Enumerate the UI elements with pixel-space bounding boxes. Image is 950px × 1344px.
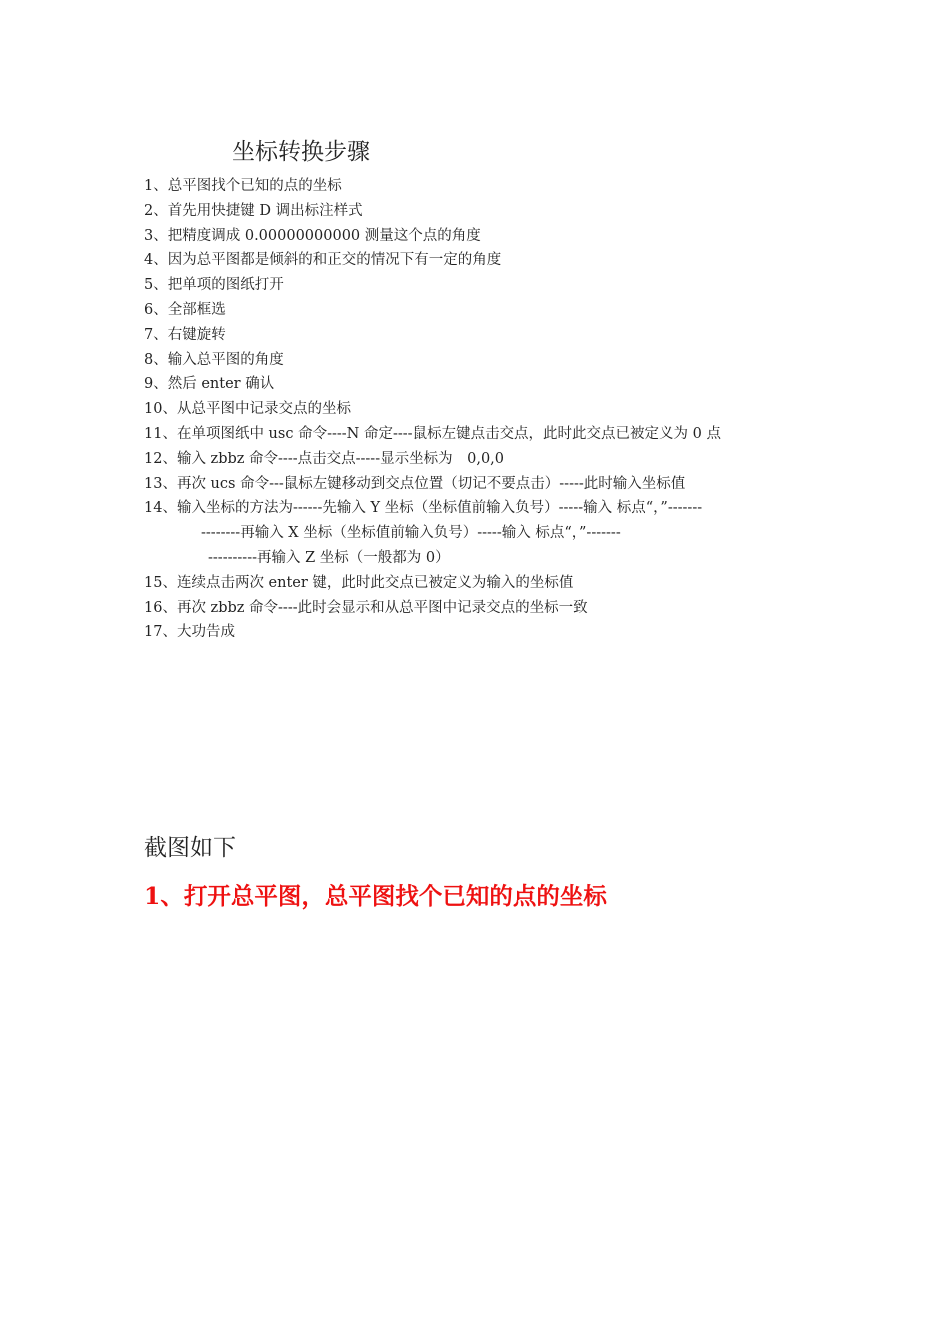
step-separator: 、 bbox=[162, 425, 177, 442]
list-item bbox=[144, 472, 844, 497]
step-number: 4 bbox=[144, 252, 154, 269]
step-continuation: --------再输入 X 坐标（坐标值前输入负号）-----输入 标点“，”------- bbox=[201, 525, 621, 542]
list-item bbox=[144, 323, 844, 348]
step-separator: 、 bbox=[153, 277, 168, 294]
steps-list bbox=[144, 174, 844, 645]
step-number: 12 bbox=[144, 450, 163, 467]
step-number: 14 bbox=[144, 500, 163, 517]
step-number: 10 bbox=[144, 401, 163, 418]
step-number: 8 bbox=[144, 351, 154, 368]
list-item bbox=[144, 174, 844, 199]
step-separator: 、 bbox=[153, 202, 168, 219]
list-item bbox=[144, 348, 844, 373]
step-separator: 、 bbox=[153, 301, 168, 318]
step-text: 输入 zbbz 命令----点击交点-----显示坐标为 0,0,0 bbox=[176, 450, 505, 467]
step-text: 首先用快捷键 D 调出标注样式 bbox=[167, 202, 363, 219]
document-title: 坐标转换步骤 bbox=[232, 139, 370, 165]
step-separator: 、 bbox=[162, 500, 177, 517]
list-item bbox=[144, 496, 844, 570]
step-text: 因为总平图都是倾斜的和正交的情况下有一定的角度 bbox=[167, 252, 502, 269]
screenshot-section-title: 截图如下 bbox=[144, 835, 236, 861]
list-item bbox=[144, 596, 844, 621]
list-item bbox=[144, 298, 844, 323]
list-item bbox=[144, 273, 844, 298]
step-text: 再次 zbbz 命令----此时会显示和从总平图中记录交点的坐标一致 bbox=[176, 599, 588, 616]
step-text: 连续点击两次 enter 键，此时此交点已被定义为输入的坐标值 bbox=[176, 574, 574, 591]
step-continuation: ----------再输入 Z 坐标（一般都为 0） bbox=[208, 549, 450, 566]
screenshot-step-heading: 1、打开总平图，总平图找个已知的点的坐标 bbox=[144, 882, 607, 910]
step-number: 17 bbox=[144, 624, 163, 641]
step-separator: 、 bbox=[162, 475, 177, 492]
step-text: 输入坐标的方法为------先输入 Y 坐标（坐标值前输入负号）-----输入 标点“，”------- bbox=[176, 500, 703, 517]
step-text: 然后 enter 确认 bbox=[167, 376, 275, 393]
list-item bbox=[144, 571, 844, 596]
step-text: 再次 ucs 命令---鼠标左键移动到交点位置（切记不要点击）-----此时输入坐标值 bbox=[176, 475, 686, 492]
step-number: 7 bbox=[144, 326, 154, 343]
step-separator: 、 bbox=[153, 227, 168, 244]
step-text: 在单项图纸中 usc 命令----N 命定----鼠标左键点击交点，此时此交点已被定义为 0 点 bbox=[176, 425, 722, 442]
step-separator: 、 bbox=[153, 376, 168, 393]
step-text: 总平图找个已知的点的坐标 bbox=[167, 178, 342, 194]
step-number: 9 bbox=[144, 376, 154, 393]
step-number: 6 bbox=[144, 301, 154, 318]
list-item bbox=[144, 397, 844, 422]
step-number: 11 bbox=[144, 425, 163, 442]
list-item bbox=[144, 199, 844, 224]
step-separator: 、 bbox=[153, 178, 168, 194]
list-item bbox=[144, 447, 844, 472]
step-separator: 、 bbox=[162, 574, 177, 591]
list-item bbox=[144, 422, 844, 447]
step-text: 全部框选 bbox=[167, 301, 226, 318]
list-item bbox=[144, 248, 844, 273]
step-separator: 、 bbox=[153, 252, 168, 269]
list-item bbox=[144, 372, 844, 397]
step-number: 2 bbox=[144, 202, 154, 219]
step-number: 3 bbox=[144, 227, 154, 244]
list-item bbox=[144, 224, 844, 249]
step-separator: 、 bbox=[162, 401, 177, 418]
step-text: 输入总平图的角度 bbox=[167, 351, 284, 368]
step-text: 右键旋转 bbox=[167, 326, 226, 343]
step-number: 1 bbox=[144, 178, 154, 194]
step-separator: 、 bbox=[162, 599, 177, 616]
step-text: 大功告成 bbox=[176, 624, 235, 641]
step-text: 把单项的图纸打开 bbox=[167, 277, 284, 294]
step-separator: 、 bbox=[153, 326, 168, 343]
list-item bbox=[144, 620, 844, 645]
step-separator: 、 bbox=[153, 351, 168, 368]
step-separator: 、 bbox=[162, 624, 177, 641]
step-separator: 、 bbox=[162, 450, 177, 467]
step-number: 16 bbox=[144, 599, 163, 616]
step-number: 5 bbox=[144, 277, 154, 294]
step-text: 把精度调成 0.00000000000 测量这个点的角度 bbox=[167, 227, 481, 244]
step-number: 15 bbox=[144, 574, 163, 591]
step-text: 从总平图中记录交点的坐标 bbox=[176, 401, 351, 418]
step-number: 13 bbox=[144, 475, 163, 492]
